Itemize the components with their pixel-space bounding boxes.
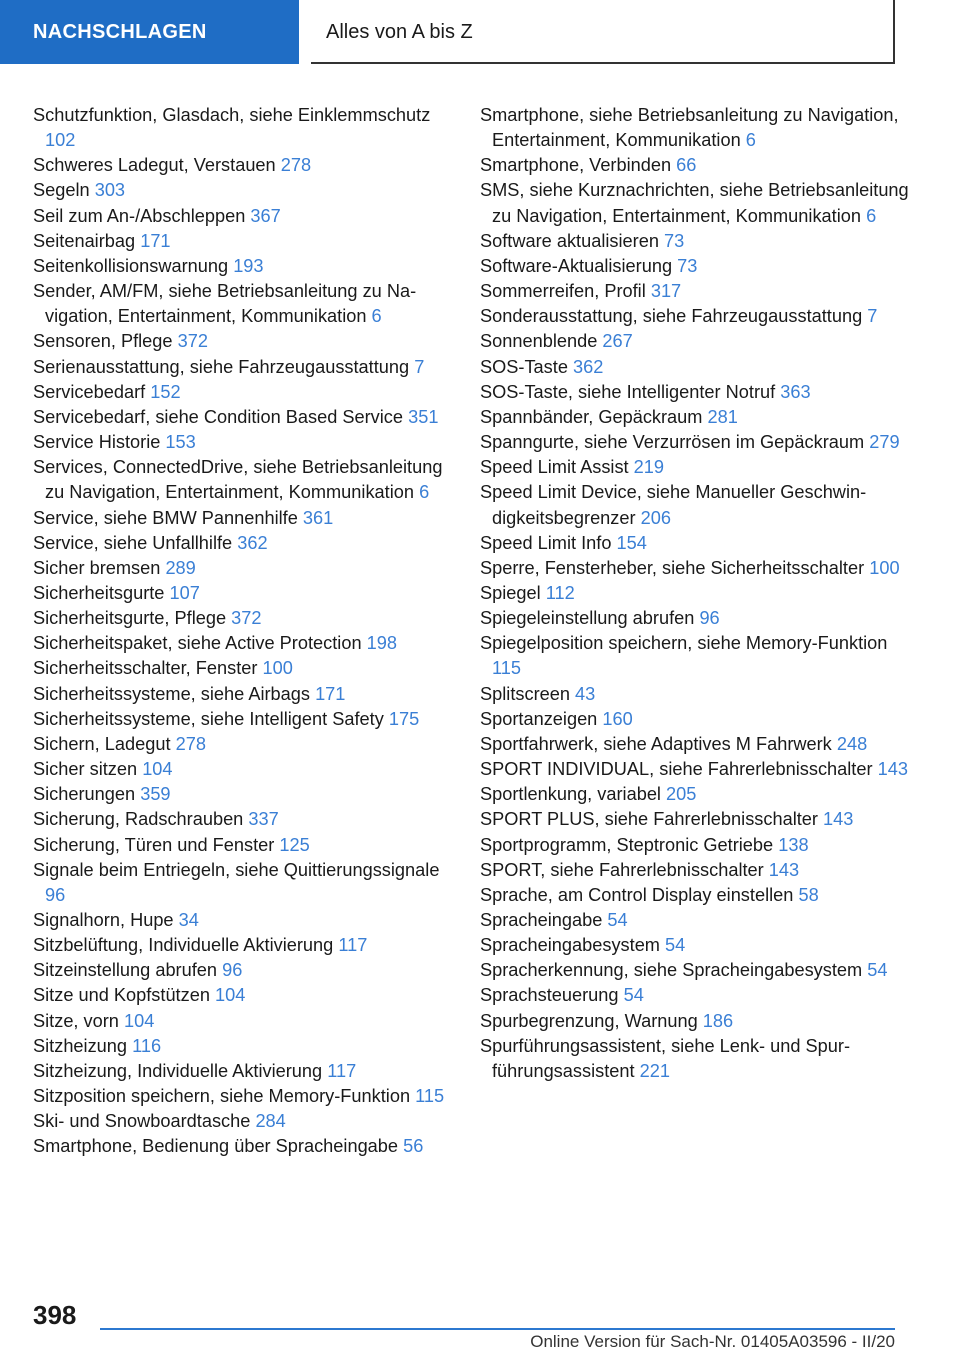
page-reference-link[interactable]: 73 — [677, 255, 698, 276]
index-entry — [480, 153, 910, 178]
page-reference-link[interactable]: 43 — [575, 683, 596, 704]
index-entry — [480, 883, 910, 908]
index-entry-text: Speed Limit Info — [480, 532, 612, 553]
index-column-right — [480, 103, 910, 1084]
index-entry-text: Signalhorn, Hupe — [33, 910, 174, 930]
index-entry — [480, 355, 910, 380]
index-entry-text: Spiegeleinstellung abrufen — [480, 608, 695, 629]
index-entry-text: Sender, AM/FM, siehe Betriebsanleitung zu Navigation, Entertainment, Kommunikation — [33, 281, 417, 327]
page-reference-link[interactable]: 117 — [327, 1060, 357, 1081]
page-reference-link[interactable]: 6 — [419, 482, 430, 503]
index-entry — [33, 858, 453, 908]
page-reference-link[interactable]: 116 — [132, 1035, 162, 1056]
page-reference-link[interactable]: 102 — [45, 130, 76, 151]
index-entry-text: SOS-Taste, siehe Intelligenter Notruf — [480, 381, 776, 402]
page-reference-link[interactable]: 171 — [140, 230, 171, 251]
index-entry-text: Spiegelposition speichern, siehe Memory-Funktion — [480, 633, 888, 654]
page-reference-link[interactable]: 248 — [836, 733, 868, 754]
index-entry-text: Sportanzeigen — [480, 708, 598, 729]
page-reference-link[interactable]: 125 — [279, 834, 310, 855]
index-entry-text: Signale beim Entriegeln, siehe Quittierungssignale — [33, 859, 440, 880]
index-entry — [480, 983, 910, 1008]
index-column-left — [33, 103, 453, 1160]
page-reference-link[interactable]: 351 — [408, 406, 439, 427]
index-entry-text: Sicherheitsgurte, Pflege — [33, 608, 227, 629]
page-reference-link[interactable]: 104 — [142, 759, 173, 780]
index-entry — [33, 908, 453, 933]
page-reference-link[interactable]: 153 — [165, 432, 196, 453]
footer-divider — [100, 1328, 895, 1330]
index-entry — [33, 782, 453, 807]
index-entry-text: Seitenairbag — [33, 230, 136, 251]
page-reference-link[interactable]: 54 — [867, 960, 888, 981]
page-reference-link[interactable]: 143 — [768, 859, 800, 880]
index-entry-text: Schutzfunktion, Glasdach, siehe Einklemmschutz — [33, 105, 431, 125]
page-reference-link[interactable]: 337 — [248, 809, 279, 830]
page-reference-link[interactable]: 117 — [338, 935, 368, 956]
page-reference-link[interactable]: 193 — [233, 255, 264, 276]
index-entry-text: Spurführungsassistent, siehe Lenk- und Spurführungsassistent — [480, 1035, 851, 1081]
index-entry — [480, 858, 910, 883]
index-entry — [33, 506, 453, 531]
page-reference-link[interactable]: 198 — [366, 633, 397, 654]
index-entry — [33, 656, 453, 681]
index-entry-text: Sitzheizung, Individuelle Aktivierung — [33, 1060, 323, 1081]
index-entry-text: Segeln — [33, 180, 90, 201]
page-reference-link[interactable]: 171 — [315, 683, 346, 704]
index-entry — [480, 732, 910, 757]
index-entry-text: Spracheingabesystem — [480, 935, 660, 956]
index-entry-text: Sensoren, Pflege — [33, 331, 173, 352]
page-reference-link[interactable]: 367 — [250, 205, 281, 226]
page-reference-link[interactable]: 107 — [169, 582, 200, 603]
index-entry — [480, 405, 910, 430]
index-entry — [480, 556, 910, 581]
page-reference-link[interactable]: 115 — [492, 658, 521, 679]
index-entry-text: SPORT INDIVIDUAL, siehe Fahrerlebnisschalter — [480, 759, 873, 780]
page-number: 398 — [33, 1300, 77, 1330]
index-entry-text: Sicherung, Türen und Fenster — [33, 834, 275, 855]
index-entry-text: Ski- und Snowboardtasche — [33, 1111, 251, 1132]
index-entry — [480, 531, 910, 556]
page-reference-link[interactable]: 279 — [869, 432, 900, 453]
index-entry — [33, 254, 453, 279]
page-reference-link[interactable]: 96 — [699, 608, 720, 629]
index-entry — [33, 682, 453, 707]
index-entry — [33, 405, 453, 430]
page-reference-link[interactable]: 58 — [798, 884, 819, 905]
index-entry-text: Sprachsteuerung — [480, 985, 619, 1006]
page-reference-link[interactable]: 66 — [676, 155, 697, 176]
section-tab: NACHSCHLAGEN — [0, 0, 299, 64]
page-reference-link[interactable]: 112 — [545, 582, 575, 603]
index-entry — [33, 455, 453, 505]
index-entry — [480, 707, 910, 732]
index-entry-text: SOS-Taste — [480, 356, 568, 377]
index-entry — [33, 380, 453, 405]
index-entry — [480, 682, 910, 707]
index-entry — [33, 1009, 453, 1034]
index-entry-text: Seitenkollisionswarnung — [33, 255, 229, 276]
index-entry — [480, 782, 910, 807]
index-entry-text: Sprache, am Control Display einstellen — [480, 884, 794, 905]
page-reference-link[interactable]: 152 — [150, 381, 181, 402]
index-entry — [480, 1034, 910, 1084]
index-entry — [480, 807, 910, 832]
index-entry — [480, 480, 910, 530]
index-entry-text: SPORT, siehe Fahrerlebnisschalter — [480, 859, 764, 880]
index-entry — [480, 833, 910, 858]
index-entry — [480, 430, 910, 455]
index-entry-text: Sicherung, Radschrauben — [33, 809, 244, 830]
index-entry — [480, 1009, 910, 1034]
page-reference-link[interactable]: 100 — [869, 557, 900, 578]
index-entry — [480, 455, 910, 480]
index-entry-text: Sicherheitsgurte — [33, 582, 165, 603]
index-entry — [33, 279, 453, 329]
page-reference-link[interactable]: 361 — [302, 507, 334, 528]
index-entry — [33, 757, 453, 782]
page-reference-link[interactable]: 206 — [640, 507, 671, 528]
index-entry-text: Smartphone, siehe Betriebsanleitung zu Navigation, Entertainment, Kommunikation — [480, 105, 899, 151]
page-reference-link[interactable]: 56 — [403, 1136, 424, 1157]
index-entry — [33, 631, 453, 656]
index-entry-text: Smartphone, Bedienung über Spracheingabe — [33, 1136, 399, 1157]
index-entry — [480, 581, 910, 606]
page-reference-link[interactable]: 160 — [602, 708, 633, 729]
page-reference-link[interactable]: 115 — [415, 1086, 445, 1107]
page-reference-link[interactable]: 363 — [780, 381, 811, 402]
page-reference-link[interactable]: 34 — [178, 910, 199, 930]
index-entry-text: Sichern, Ladegut — [33, 733, 171, 754]
page-reference-link[interactable]: 175 — [388, 708, 420, 729]
page-reference-link[interactable]: 7 — [867, 306, 878, 327]
index-entry-text: Software-Aktualisierung — [480, 255, 673, 276]
index-entry — [33, 229, 453, 254]
index-entry-text: Software aktualisieren — [480, 230, 659, 251]
index-entry-text: Sitzposition speichern, siehe Memory-Funktion — [33, 1086, 411, 1107]
index-entry — [480, 304, 910, 329]
index-entry-text: Services, ConnectedDrive, siehe Betriebsanleitung zu Navigation, Entertainment, Kommunikation — [33, 457, 443, 503]
page-reference-link[interactable]: 303 — [94, 180, 126, 201]
index-entry — [480, 329, 910, 354]
index-entry — [33, 983, 453, 1008]
index-entry-text: Seil zum An-/Abschleppen — [33, 205, 246, 226]
index-entry-text: Service Historie — [33, 432, 161, 453]
index-entry — [480, 178, 910, 228]
index-entry — [480, 631, 910, 681]
page-reference-link[interactable]: 138 — [778, 834, 809, 855]
index-entry-text: Sicherungen — [33, 784, 136, 805]
index-entry-text: Sitzheizung — [33, 1035, 128, 1056]
index-entry-text: Sicherheitssysteme, siehe Airbags — [33, 683, 310, 704]
index-entry-text: Spannbänder, Gepäckraum — [480, 406, 703, 427]
index-entry-text: Sicherheitssysteme, siehe Intelligent Safety — [33, 708, 384, 729]
index-entry — [33, 355, 453, 380]
page-header — [0, 0, 960, 66]
page-reference-link[interactable]: 96 — [45, 884, 66, 905]
index-entry — [33, 707, 453, 732]
index-entry — [33, 1084, 453, 1109]
index-entry — [33, 556, 453, 581]
index-entry-text: Servicebedarf, siehe Condition Based Service — [33, 406, 404, 427]
page-reference-link[interactable]: 104 — [123, 1010, 155, 1031]
page-reference-link[interactable]: 219 — [633, 457, 665, 478]
index-entry-text: Speed Limit Assist — [480, 457, 629, 478]
index-entry-text: Service, siehe BMW Pannenhilfe — [33, 507, 298, 528]
page-reference-link[interactable]: 221 — [639, 1060, 670, 1081]
index-entry-text: Sitzbelüftung, Individuelle Aktivierung — [33, 935, 334, 956]
index-entry-text: Sitze und Kopfstützen — [33, 985, 210, 1006]
index-entry-text: Sonderausstattung, siehe Fahrzeugausstattung — [480, 306, 863, 327]
index-entry — [480, 229, 910, 254]
index-entry — [33, 933, 453, 958]
index-entry — [33, 430, 453, 455]
index-entry — [33, 606, 453, 631]
index-entry — [33, 329, 453, 354]
page-reference-link[interactable]: 362 — [237, 532, 268, 553]
index-entry-text: Sperre, Fensterheber, siehe Sicherheitsschalter — [480, 557, 865, 578]
index-entry — [33, 204, 453, 229]
index-entry — [33, 153, 453, 178]
index-entry — [33, 1059, 453, 1084]
page-reference-link[interactable]: 205 — [666, 784, 697, 805]
page-reference-link[interactable]: 6 — [371, 306, 382, 327]
index-entry — [33, 178, 453, 203]
index-entry-text: Sitzeinstellung abrufen — [33, 960, 218, 981]
page-reference-link[interactable]: 154 — [616, 532, 647, 553]
index-entry-text: Service, siehe Unfallhilfe — [33, 532, 233, 553]
footer-text: Online Version für Sach-Nr. 01405A03596 - II/20 — [530, 1332, 895, 1351]
index-entry-text: Sportprogramm, Steptronic Getriebe — [480, 834, 774, 855]
index-entry-text: Speed Limit Device, siehe Manueller Geschwindigkeitsbegrenzer — [480, 482, 867, 528]
index-entry-text: SPORT PLUS, siehe Fahrerlebnisschalter — [480, 809, 818, 830]
page-reference-link[interactable]: 7 — [414, 356, 425, 377]
index-entry-text: Spurbegrenzung, Warnung — [480, 1010, 698, 1031]
page-reference-link[interactable]: 54 — [665, 935, 686, 956]
index-entry — [480, 908, 910, 933]
index-entry — [33, 1109, 453, 1134]
index-entry-text: Spanngurte, siehe Verzurrösen im Gepäckraum — [480, 432, 865, 453]
index-entry-text: Spiegel — [480, 582, 541, 603]
index-entry-text: Servicebedarf — [33, 381, 146, 402]
index-entry-text: Splitscreen — [480, 683, 570, 704]
index-entry — [480, 380, 910, 405]
index-entry — [480, 279, 910, 304]
index-entry — [33, 581, 453, 606]
index-entry-text: Sportfahrwerk, siehe Adaptives M Fahrwerk — [480, 733, 832, 754]
index-entry — [33, 531, 453, 556]
page-reference-link[interactable]: 278 — [175, 733, 206, 754]
index-entry — [480, 757, 910, 782]
page-reference-link[interactable]: 267 — [602, 331, 633, 352]
page-reference-link[interactable]: 73 — [664, 230, 685, 251]
page-reference-link[interactable]: 96 — [222, 960, 243, 981]
index-entry-text: Sicherheitsschalter, Fenster — [33, 658, 258, 679]
index-entry — [33, 833, 453, 858]
index-entry — [33, 807, 453, 832]
page-reference-link[interactable]: 186 — [702, 1010, 734, 1031]
page-reference-link[interactable]: 284 — [255, 1111, 286, 1132]
index-entry — [480, 103, 910, 153]
index-entry — [480, 606, 910, 631]
index-entry-text: Sommerreifen, Profil — [480, 281, 646, 302]
page-reference-link[interactable]: 6 — [745, 130, 756, 151]
index-entry-text: Smartphone, Verbinden — [480, 155, 672, 176]
index-entry-text: Sonnenblende — [480, 331, 598, 352]
index-entry-text: Spracherkennung, siehe Spracheingabesystem — [480, 960, 863, 981]
index-entry-text: SMS, siehe Kurznachrichten, siehe Betriebsanleitung zu Navigation, Entertainment, Kommunikation — [480, 180, 909, 226]
index-entry-text: Schweres Ladegut, Verstauen — [33, 155, 276, 176]
page-reference-link[interactable]: 372 — [231, 608, 262, 629]
page-reference-link[interactable]: 100 — [262, 658, 293, 679]
page-reference-link[interactable]: 317 — [650, 281, 682, 302]
page-reference-link[interactable]: 104 — [215, 985, 246, 1006]
page-reference-link[interactable]: 143 — [877, 759, 908, 780]
page-reference-link[interactable]: 362 — [573, 356, 604, 377]
index-entry-text: Spracheingabe — [480, 910, 603, 930]
page-reference-link[interactable]: 143 — [823, 809, 854, 830]
index-entry — [480, 933, 910, 958]
index-entry — [33, 1134, 453, 1159]
page-reference-link[interactable]: 54 — [607, 910, 628, 930]
page-reference-link[interactable]: 278 — [280, 155, 312, 176]
chapter-title: Alles von A bis Z — [311, 0, 895, 64]
page-reference-link[interactable]: 372 — [177, 331, 208, 352]
index-entry-text: Sportlenkung, variabel — [480, 784, 661, 805]
index-entry-text: Sicher sitzen — [33, 759, 138, 780]
page-reference-link[interactable]: 359 — [140, 784, 171, 805]
index-entry-text: Serienausstattung, siehe Fahrzeugausstattung — [33, 356, 410, 377]
index-entry-text: Sicher bremsen — [33, 557, 161, 578]
index-entry — [480, 958, 910, 983]
page-reference-link[interactable]: 6 — [866, 205, 877, 226]
index-entry — [33, 1034, 453, 1059]
index-entry — [33, 732, 453, 757]
index-entry — [33, 958, 453, 983]
page-reference-link[interactable]: 289 — [165, 557, 196, 578]
page-reference-link[interactable]: 281 — [707, 406, 738, 427]
index-entry-text: Sicherheitspaket, siehe Active Protection — [33, 633, 362, 654]
index-entry — [33, 103, 453, 153]
index-entry-text: Sitze, vorn — [33, 1010, 119, 1031]
index-entry — [480, 254, 910, 279]
page-reference-link[interactable]: 54 — [623, 985, 644, 1006]
